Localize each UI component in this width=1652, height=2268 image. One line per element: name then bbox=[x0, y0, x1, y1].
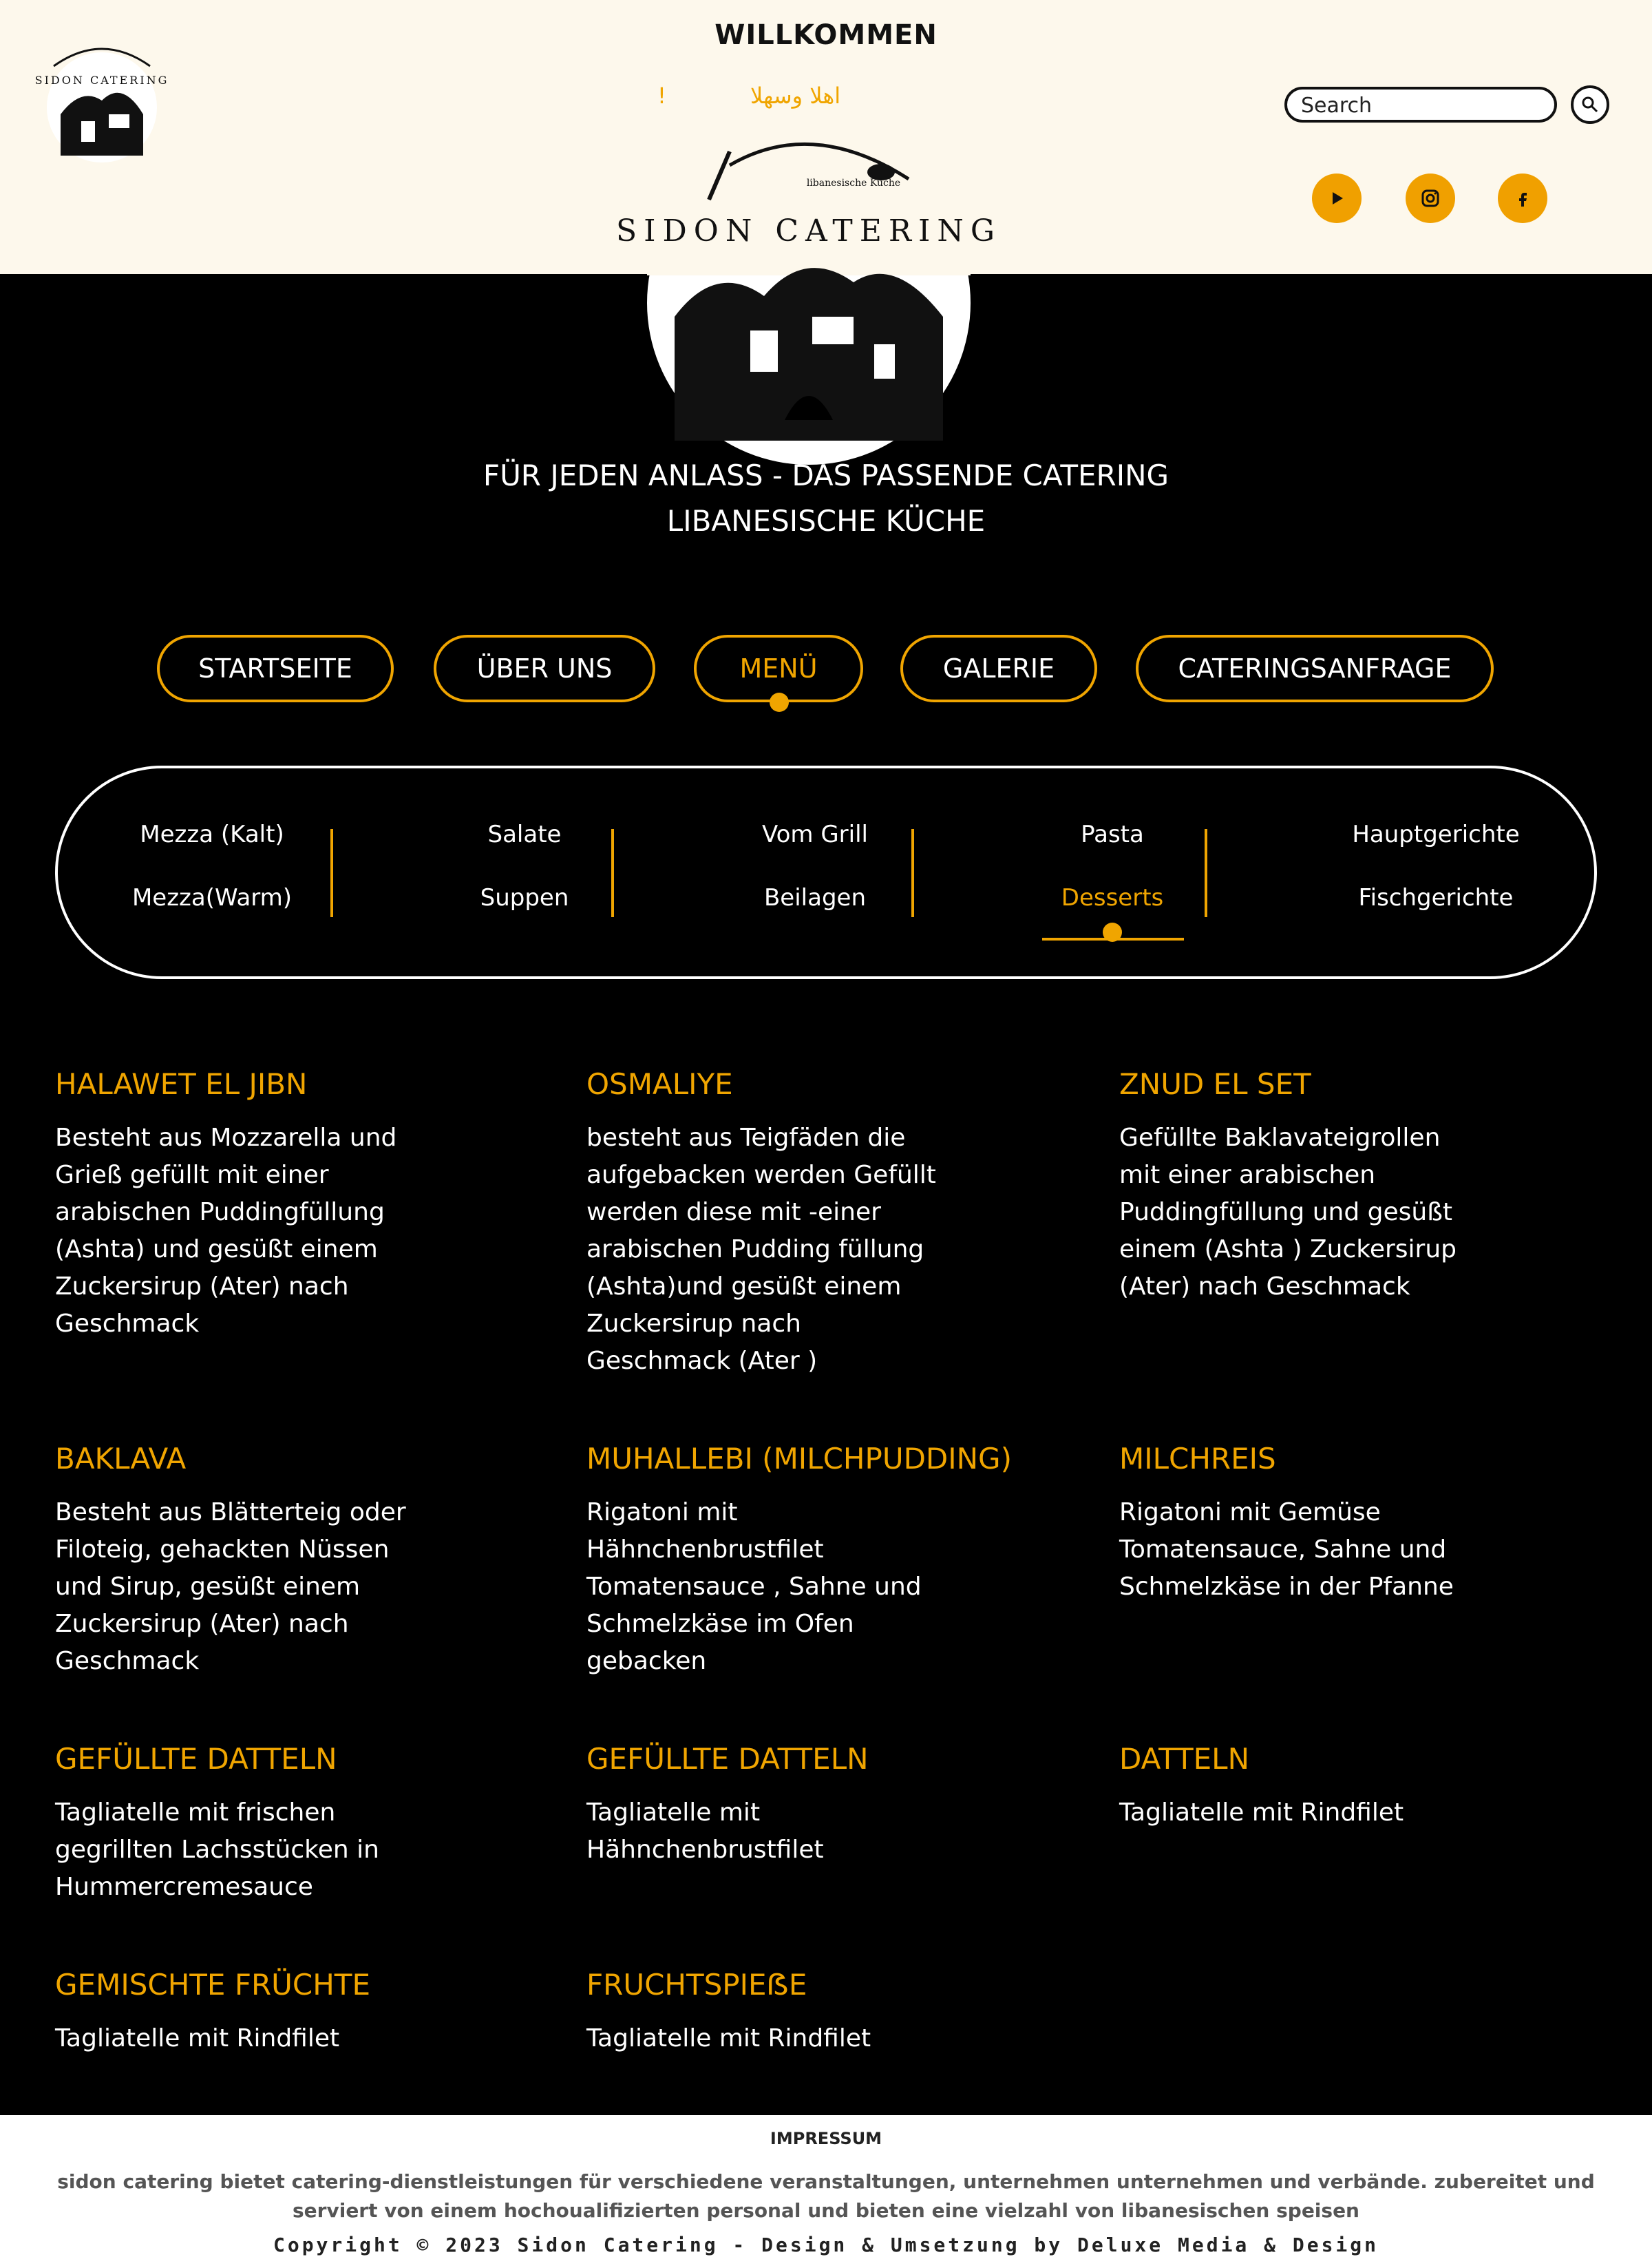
menu-item-title: HALAWET EL JIBN bbox=[55, 1067, 308, 1101]
search-button[interactable] bbox=[1571, 85, 1609, 124]
submenu-active-indicator bbox=[1103, 923, 1122, 942]
menu-item-title: GEFÜLLTE DATTELN bbox=[55, 1742, 337, 1776]
submenu-divider bbox=[330, 829, 333, 917]
submenu-hauptgerichte[interactable]: Hauptgerichte bbox=[1352, 821, 1520, 848]
tagline-line2: LIBANESISCHE KÜCHE bbox=[666, 504, 986, 538]
submenu-fischgerichte[interactable]: Fischgerichte bbox=[1358, 884, 1514, 912]
menu-item-title: GEMISCHTE FRÜCHTE bbox=[55, 1968, 371, 2002]
submenu-suppen[interactable]: Suppen bbox=[480, 884, 569, 912]
menu-item-desc: Besteht aus Mozzarella und Grieß gefüllt mit einer arabischen Puddingfüllung (Ashta) und gesüßt einem Zuckersirup (Ater) nach Geschmack bbox=[55, 1124, 397, 1338]
menu-item-desc: Rigatoni mit Gemüse Tomatensauce, Sahne und Schmelzkäse in der Pfanne bbox=[1119, 1498, 1454, 1601]
submenu-divider bbox=[611, 829, 614, 917]
submenu-container bbox=[55, 766, 1597, 979]
menu-item-title: GEFÜLLTE DATTELN bbox=[586, 1742, 869, 1776]
menu-item-title: MILCHREIS bbox=[1119, 1442, 1276, 1476]
submenu-desserts[interactable]: Desserts bbox=[1061, 884, 1164, 912]
menu-item-title: MUHALLEBI (MILCHPUDDING) bbox=[586, 1442, 1012, 1476]
main-logo[interactable] bbox=[615, 124, 1002, 441]
submenu-mezza-kalt[interactable]: Mezza (Kalt) bbox=[140, 821, 284, 848]
submenu-beilagen[interactable]: Beilagen bbox=[763, 884, 867, 912]
impressum-link[interactable]: IMPRESSUM bbox=[770, 2129, 882, 2148]
menu-item-title: FRUCHTSPIEẞE bbox=[586, 1968, 807, 2002]
menu-item-title: DATTELN bbox=[1119, 1742, 1249, 1776]
nav-galerie[interactable]: GALERIE bbox=[900, 635, 1097, 702]
instagram-icon bbox=[1421, 189, 1440, 208]
nav-cateringsanfrage[interactable]: CATERINGSANFRAGE bbox=[1136, 635, 1494, 702]
menu-item-title: ZNUD EL SET bbox=[1119, 1067, 1311, 1101]
logo-text: SIDON CATERING bbox=[615, 213, 1002, 249]
submenu-pasta[interactable]: Pasta bbox=[1081, 821, 1144, 848]
small-logo[interactable] bbox=[34, 39, 169, 162]
menu-item-desc: Tagliatelle mit frischen gegrillten Lachsstücken in Hummercremesauce bbox=[55, 1798, 379, 1901]
submenu-salate[interactable]: Salate bbox=[487, 821, 562, 848]
menu-item-desc: Gefüllte Baklavateigrollen mit einer arabischen Puddingfüllung und gesüßt einem (Ashta ) Zuckersirup (Ater) nach Geschmack bbox=[1119, 1124, 1457, 1301]
facebook-button[interactable] bbox=[1498, 174, 1547, 223]
menu-item-desc: Tagliatelle mit Rindfilet bbox=[1119, 1798, 1404, 1827]
submenu-divider bbox=[911, 829, 914, 917]
copyright-text: Copyright © 2023 Sidon Catering - Design & Umsetzung by Deluxe Media & Design bbox=[273, 2234, 1379, 2256]
submenu-divider bbox=[1205, 829, 1207, 917]
svg-text:SIDON CATERING: SIDON CATERING bbox=[34, 74, 169, 87]
facebook-icon bbox=[1514, 190, 1531, 207]
logo-subtext: libanesische Küche bbox=[806, 178, 901, 189]
menu-item-desc: Tagliatelle mit Hähnchenbrustfilet bbox=[586, 1798, 824, 1864]
search-input[interactable]: Search bbox=[1284, 87, 1557, 123]
instagram-button[interactable] bbox=[1406, 174, 1455, 223]
nav-startseite[interactable]: STARTSEITE bbox=[157, 635, 394, 702]
menu-item-desc: besteht aus Teigfäden die aufgebacken werden Gefüllt werden diese mit -einer arabischen Pudding füllung (Ashta)und gesüßt einem Zuckersirup nach Geschmack (Ater ) bbox=[586, 1124, 936, 1375]
youtube-icon bbox=[1328, 190, 1345, 207]
submenu-vom-grill[interactable]: Vom Grill bbox=[761, 821, 868, 848]
tagline-line1: FÜR JEDEN ANLASS - DAS PASSENDE CATERING bbox=[483, 459, 1169, 492]
nav-ueber-uns[interactable]: ÜBER UNS bbox=[434, 635, 655, 702]
menu-item-desc: Tagliatelle mit Rindfilet bbox=[55, 2024, 340, 2052]
search-icon bbox=[1580, 94, 1600, 115]
nav-active-indicator bbox=[770, 693, 789, 712]
submenu-mezza-warm[interactable]: Mezza(Warm) bbox=[131, 884, 293, 912]
menu-item-desc: Besteht aus Blätterteig oder Filoteig, gehackten Nüssen und Sirup, gesüßt einem Zuckersirup (Ater) nach Geschmack bbox=[55, 1498, 406, 1675]
exclaim-mark: ! bbox=[657, 83, 666, 109]
site-footer bbox=[0, 2115, 1652, 2268]
menu-item-title: BAKLAVA bbox=[55, 1442, 187, 1476]
nav-menu[interactable]: MENÜ bbox=[694, 635, 863, 702]
menu-item-desc: Rigatoni mit Hähnchenbrustfilet Tomatensauce , Sahne und Schmelzkäse im Ofen gebacken bbox=[586, 1498, 922, 1675]
arabic-greeting: اهلا وسهلا bbox=[750, 83, 841, 109]
welcome-heading: WILLKOMMEN bbox=[714, 19, 938, 51]
menu-item-title: OSMALIYE bbox=[586, 1067, 733, 1101]
youtube-button[interactable] bbox=[1312, 174, 1362, 223]
menu-item-desc: Tagliatelle mit Rindfilet bbox=[586, 2024, 871, 2052]
footer-description: sidon catering bietet catering-dienstleistungen für verschiedene veranstaltungen, unternehmen unternehmen und verbände. zubereitet und serviert von einem hochoualifizierten personal und bieten eine vielzahl von libanesischen speisen bbox=[57, 2170, 1595, 2222]
